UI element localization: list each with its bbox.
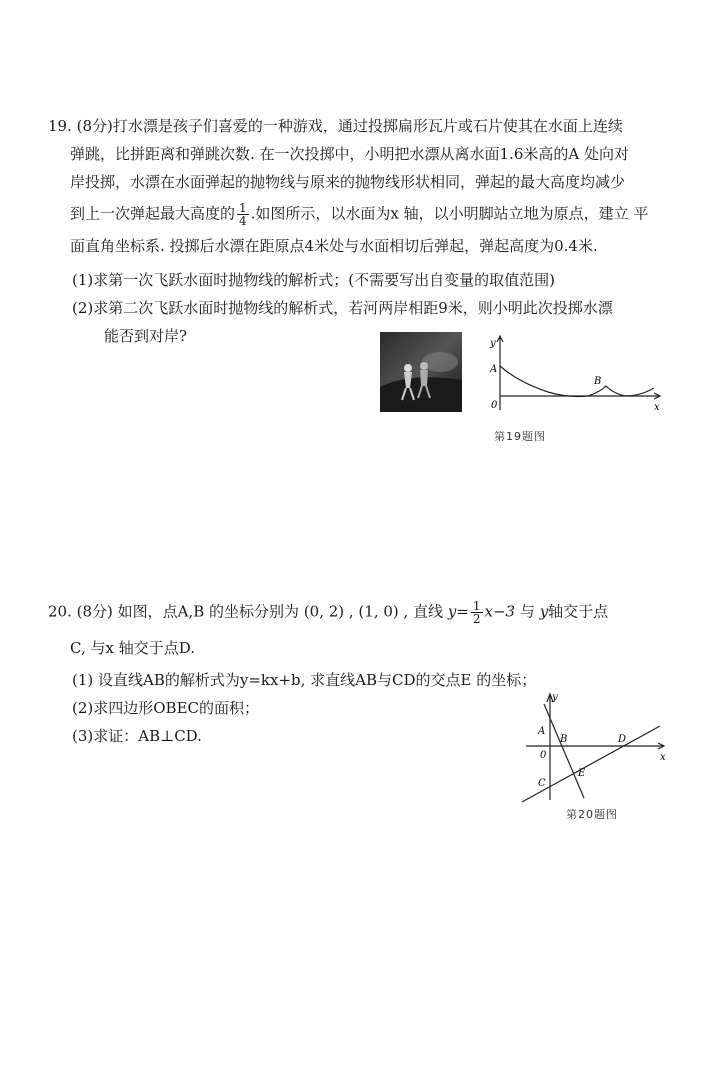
q19-line-3: 岸投掷，水漂在水面弹起的抛物线与原来的抛物线形状相同，弹起的最大高度均减少: [70, 173, 626, 191]
q20-sub-2: (2)求四边形OBEC的面积；: [72, 699, 259, 717]
fraction-one-quarter: [237, 202, 249, 227]
label-origin: 0: [491, 400, 498, 411]
q20-line-2: C, 与x 轴交于点D.: [70, 639, 195, 657]
q19-line-4-after: .如图所示，以水面为x 轴，以小明脚站立地为原点，建立 平: [250, 204, 649, 223]
q19-line-4: [70, 202, 648, 227]
q19-line-1: 19. (8分)打水漂是孩子们喜爱的一种游戏，通过投掷扁形瓦片或石片使其在水面上连续: [48, 117, 623, 135]
q20-line-1-before: 20. (8分) 如图，点A,B 的坐标分别为 (0, 2) , (1, 0) , 直线: [48, 602, 444, 621]
q20-caption: 第20题图: [566, 808, 618, 821]
line-CD: [522, 726, 660, 802]
q20-line-1-after: 轴交于点: [548, 602, 609, 621]
q19-graph: [488, 332, 668, 416]
q19-sub-2b: 能否到对岸?: [104, 327, 188, 345]
frac-denominator: 4: [239, 214, 247, 228]
stone-skipping-photo: [380, 332, 462, 412]
eq-rest: x−3: [484, 602, 516, 621]
label-y: y: [490, 338, 496, 349]
label-y: y: [552, 692, 558, 703]
label-D: D: [618, 734, 627, 745]
q19-line-4-before: 到上一次弹起最大高度的: [70, 204, 236, 223]
label-x: x: [660, 752, 666, 763]
parabola-curve: [500, 366, 654, 397]
q19-sub-2: (2)求第二次飞跃水面时抛物线的解析式，若河两岸相距9米，则小明此次投掷水漂: [72, 299, 613, 317]
frac-denominator: 2: [472, 612, 481, 626]
label-x: x: [654, 402, 660, 413]
q19-line-5: 面直角坐标系. 投掷后水漂在距原点4米处与水面相切后弹起，弹起高度为0.4米.: [70, 237, 598, 255]
label-B: B: [594, 376, 602, 387]
q20-y-axis-var: y: [539, 602, 549, 621]
q20-line-1-mid: 与: [519, 602, 535, 621]
q19-line-2: 弹跳，比拼距离和弹跳次数. 在一次投掷中，小明把水漂从离水面1.6米高的A 处向对: [70, 145, 629, 163]
q20-graph: [518, 690, 668, 804]
fraction-one-half: [471, 600, 483, 625]
label-origin: 0: [540, 750, 547, 761]
label-B: B: [560, 734, 568, 745]
q20-sub-1: (1) 设直线AB的解析式为y=kx+b, 求直线AB与CD的交点E 的坐标；: [72, 671, 537, 689]
q19-sub-1: (1)求第一次飞跃水面时抛物线的解析式；(不需要写出自变量的取值范围): [72, 271, 555, 289]
label-A: A: [490, 364, 498, 375]
label-A: A: [538, 726, 546, 737]
eq-y: y=: [447, 602, 469, 621]
label-C: C: [538, 778, 546, 789]
q20-sub-3: (3)求证：AB⊥CD.: [72, 727, 202, 745]
frac-numerator: 1: [472, 599, 481, 613]
q19-caption: 第19题图: [494, 430, 546, 443]
label-E: E: [578, 768, 586, 779]
q20-line-1: [48, 600, 608, 625]
frac-numerator: 1: [239, 201, 247, 215]
